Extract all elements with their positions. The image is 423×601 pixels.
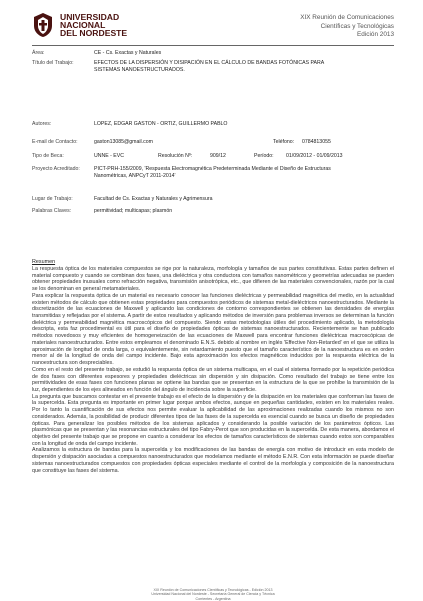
field-label: E-mail de Contacto: [32, 139, 78, 145]
field-value: UNNE - EVC [94, 153, 124, 159]
logo-line: DEL NORDESTE [60, 28, 128, 39]
abstract-paragraph: Para explicar la respuesta óptica de un material es necesario conocer las funciones dieléctricas y permeabilidad magnética del medio, en la actualidad existen métodos de cálculo que obtienen estas propiedades para compuestos periódicos de sistemas metal-dieléctricos nanoestructurados. Mediante la discretización de las ecuaciones de Maxwell y aplicando las condiciones de contorno correspondientes se obtienen las densidades de energías transmitidas y reflejadas por el sistema. A partir de estos resultados y aplicando métodos de inversión para problemas inversos se determinan la función dieléctrica y permeabilidad magnética macroscópicos del compuesto. Siendo estas metodologías útiles del procedimiento aplicado, la metodología descripta, esta faz procedimental es útil para el diseño de propiedades ópticas de sistemas nanoestructurados. Recientemente se han publicado métodos novedosos y muy eficientes de homogeneización de las ecuaciones de Maxwell para encontrar funciones dieléctricas macroscópicas de materiales nanoestructurados. Entre estos empleamos el denominado E.N.S. debido al nombre en inglés 'Effective Non-Retarded' en el que se utiliza la aproximación de longitud de onda larga, o equivalentemente, sin retardamiento puesto que el tamaño característico de la nanoestructura es en orden menor al de la longitud de onda del campo incidente. Bajo esta aproximación los efectos magnéticos inducidos por la respuesta eléctrica de la nanoestructura son despreciables. [32, 292, 394, 367]
field-value: gaston13085@gmail.com [94, 139, 153, 145]
abstract-paragraph: La pregunta que buscamos contestar en el presente trabajo es el efecto de la dispersión y de la disipación en los materiales que conforman las fases de la supercelda. Esta pregunta es importante en primer lugar porque ambos efectos, aunque en pequeñas cantidades, existen en los materiales reales. Por lo tanto la cuantificación de sus efectos nos permite evaluar la aplicabilidad de las aproximaciones realizadas cuando los mismos no son considerados. Además, la posibilidad de producir diferentes tipos de las fases de la supercelda es esencial cuando se busca un diseño de propiedades ópticas. Para generalizar los posibles métodos de los sistemas aplicados y considerando la posible variación de los parámetros ópticos. Las plasmónicas que se presentan y las resonancias estructurales del tipo Fabry-Perot que son producidas en la supercelda. De esta manera, abordamos el objetivo del presente trabajo que se propone en cuanto a considerar los efectos de tamaños característicos de sistemas cuando estos son comparables con la longitud de onda del campo incidente. [32, 393, 394, 447]
abstract-paragraph: Analizamos la estructura de bandas para la supercelda y los modificaciones de las bandas de energía con motivo de introducir en esta modelo de dispersión y disipación asociadas a compuestos nanoestructurados que modelamos mediante el método E.N.R. Con esta información se puede diseñar sistemas nanoestructurados compuestos con propiedades ópticas especiales mediante el control de la morfología y composición de la nanoestructura que constituye las fases del sistema. [32, 447, 394, 474]
field-label: Resolución Nº: [158, 153, 193, 159]
logo-line: NACIONAL [60, 20, 106, 31]
field-label: Período: [254, 153, 274, 159]
footer-line: XIX Reunión de Comunicaciones Científicas y Tecnológicas - Edición 2013 [153, 588, 273, 592]
field-label: Lugar de Trabajo: [32, 196, 73, 202]
field-label: Proyecto Acreditado: [32, 166, 80, 172]
field-label: Teléfono: [273, 139, 295, 145]
abstract-body [32, 266, 394, 572]
field-label: Autores: [32, 121, 52, 127]
page-footer [32, 588, 394, 601]
event-line: Edición 2013 [357, 31, 394, 39]
field-label: Título del Trabajo: [32, 60, 74, 66]
header-divider [32, 45, 394, 46]
field-label: Área: [32, 50, 45, 56]
page-header [32, 12, 394, 46]
field-value: 909/12 [210, 153, 226, 159]
event-title [300, 14, 394, 40]
field-value: EFECTOS DE LA DISPERSIÓN Y DISIPACIÓN EN EL CÁLCULO DE BANDAS FOTÓNICAS PARA SISTEMAS NANOESTRUCTURADOS. [94, 60, 324, 73]
logo-line: UNIVERSIDAD [60, 12, 120, 22]
university-logo-icon [32, 12, 54, 38]
field-value: Facultad de Cs. Exactas y Naturales y Agrimensura [94, 196, 213, 202]
field-value: permitividad; multicapas; plasmón [94, 208, 173, 214]
abstract-paragraph: La respuesta óptica de los materiales compuestos se rige por la naturaleza, morfología y tamaños de sus partes constitutivas. Estas partes definen el material compuesto y cuando se combinan dos fases, una dieléctrica y otra conductora con tamaños nanométricos y geometrías adecuadas se pueden obtener propiedades inusuales como refracción negativa, transmisión anisotrópica, etc., que difieren de las materiales convencionales, razón por la cual se los denominan en general metamateriales. [32, 266, 394, 293]
footer-line: Corrientes - Argentina [195, 596, 231, 601]
footer-line: Universidad Nacional del Nordeste - Secretaría General de Ciencia y Técnica [151, 592, 275, 597]
field-label: Palabras Claves: [32, 208, 72, 214]
field-value: CE - Cs. Exactas y Naturales [94, 50, 162, 56]
event-line: XIX Reunión de Comunicaciones [300, 14, 394, 21]
field-value: LOPEZ, EDGAR GASTON - ORTIZ, GUILLERMO PABLO [94, 121, 228, 127]
event-line: Científicas y Tecnológicas [320, 22, 394, 30]
university-name [60, 13, 127, 38]
field-value: 01/09/2012 - 01/09/2013 [286, 153, 343, 159]
abstract-paragraph: Como en el resto del presente trabajo, se estudió la respuesta óptica de un sistema multicapa, en el cual el sistema formado por la repetición periódica de dos fases con diferentes espesores y propiedades dieléctricas sin dispersión y sin disipación. Como resultado del trabajo se tiene entre los permitividades de esas fases con funciones planas se optiene las bandas que se presentan en la estructura de la que se prohíbe la transmisión de la luz, dependientes de los ejes alineados en función del ángulo de incidencia sobre la superficie. [32, 366, 394, 393]
field-label: Tipo de Beca: [32, 153, 64, 159]
field-value: PICT-PRH-155/2009, 'Respuesta Electromagnética Predeterminada Mediante el Diseño de Estructuras Nanométricas, ANPCyT 2011-2014' [94, 166, 331, 179]
abstract-title: Resumen [32, 259, 56, 265]
field-value: 0784813055 [302, 139, 331, 145]
